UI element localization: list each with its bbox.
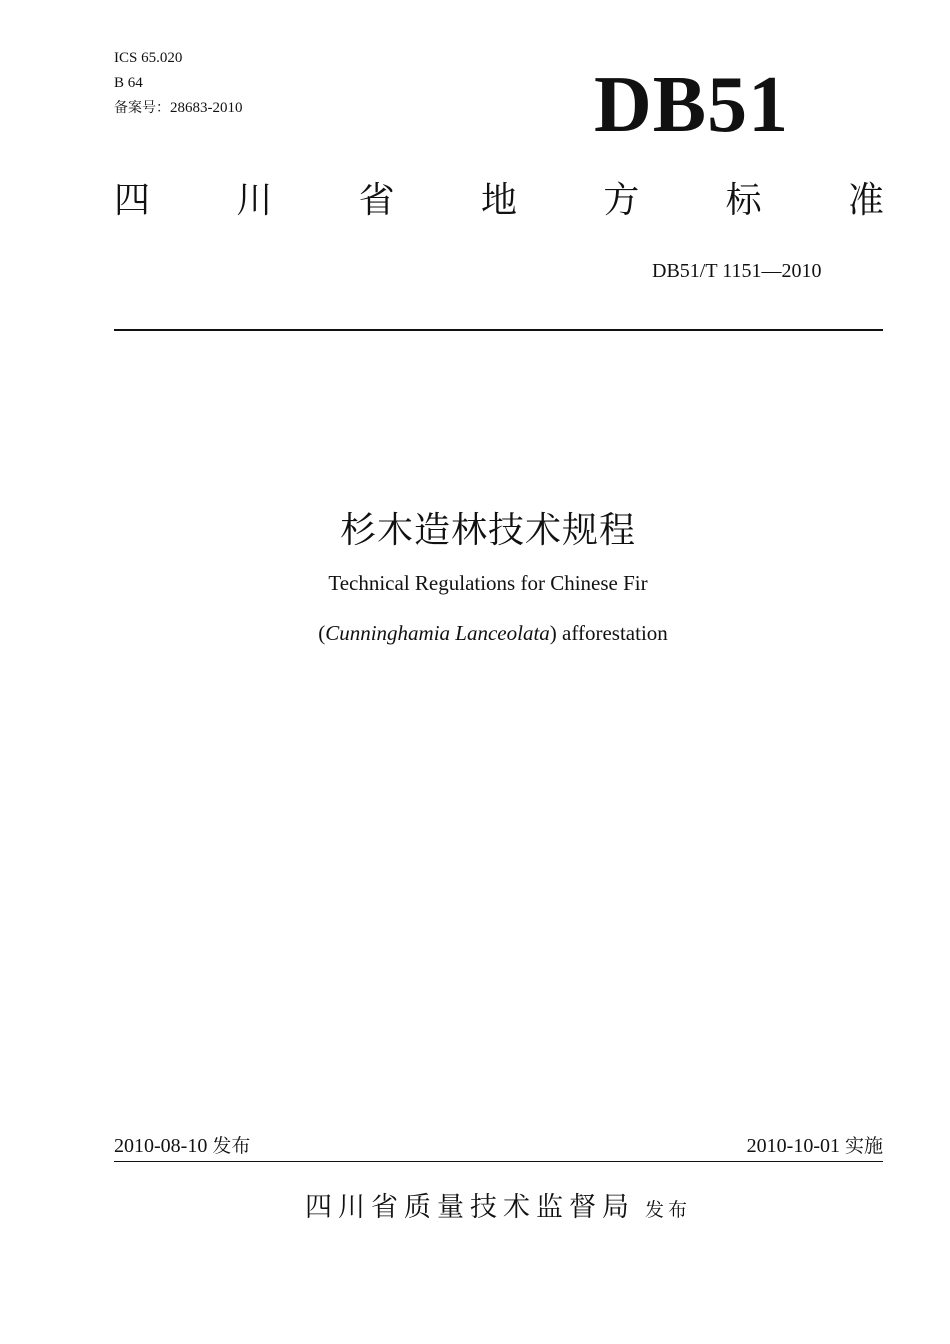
implementation-date-value: 2010-10-01 — [746, 1135, 840, 1157]
standard-type-title — [114, 178, 884, 224]
ccs-code: B 64 — [114, 75, 143, 91]
bottom-divider — [114, 1161, 883, 1162]
issue-date-label: 发布 — [212, 1135, 251, 1157]
publisher-suffix: 发布 — [644, 1199, 691, 1221]
standard-type-char: 方 — [603, 180, 640, 221]
issue-date-value: 2010-08-10 — [114, 1135, 208, 1157]
document-title-cn: 杉木造林技术规程 — [339, 510, 636, 551]
publisher — [0, 1190, 950, 1226]
standard-type-char: 四 — [114, 180, 151, 221]
document-title-en-line2 — [0, 620, 950, 646]
record-number-value: 28683-2010 — [170, 100, 243, 116]
standard-type-char: 地 — [480, 180, 517, 221]
standard-type-char: 省 — [358, 180, 395, 221]
document-title-en-line1: Technical Regulations for Chinese Fir — [328, 571, 648, 595]
ics-code: ICS 65.020 — [114, 50, 183, 66]
record-number-label: 备案号： — [114, 100, 170, 116]
standard-type-char: 川 — [236, 180, 273, 221]
implementation-date-label: 实施 — [844, 1135, 883, 1157]
record-number — [114, 99, 243, 117]
standard-type-char: 准 — [847, 180, 884, 221]
standard-number: DB51/T 1151—2010 — [652, 260, 822, 282]
title-open-paren: ( — [318, 621, 326, 645]
standard-type-char: 标 — [725, 180, 762, 221]
scientific-name: Cunninghamia Lanceolata — [325, 621, 550, 645]
top-divider — [114, 329, 883, 331]
title-line2-rest: ) afforestation — [549, 621, 668, 645]
implementation-date — [747, 1134, 883, 1158]
publisher-name: 四川省质量技术监督局 — [304, 1192, 635, 1223]
standard-logo: DB51 — [594, 61, 790, 149]
issue-date — [114, 1134, 250, 1158]
